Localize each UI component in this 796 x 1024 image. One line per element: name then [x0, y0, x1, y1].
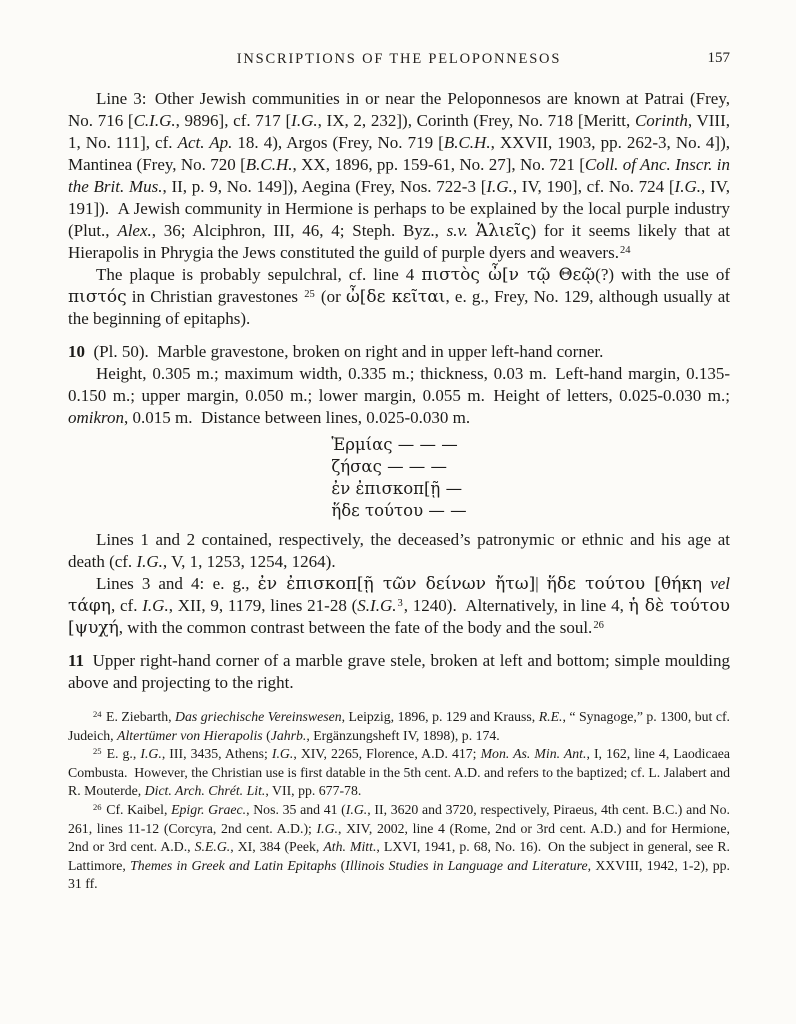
footnotes-section [68, 708, 730, 894]
inscription-line-4: ἥδε τούτου — — [331, 501, 467, 520]
inscription-line-3: ἐν ἐπισκοπ[ῇ — [331, 479, 463, 498]
entry-10-commentary-lines-1-2: Lines 1 and 2 contained, respectively, the deceased’s patronymic or ethnic and his age at death (cf. I.G., V, 1, 1253, 1254, 1264). [68, 530, 730, 571]
entry-10-dimensions: Height, 0.305 m.; maximum width, 0.335 m.; thickness, 0.03 m. Left-hand margin, 0.135-0.150 m.; upper margin, 0.050 m.; lower margin, 0.055 m. Height of letters, 0.025-0.030 m.; omikron, 0.015 m. Distance between lines, 0.025-0.030 m. [68, 364, 730, 427]
entry-10-heading: 10 (Pl. 50). Marble gravestone, broken on right and in upper left-hand corner. [68, 342, 604, 361]
inscription-line-2: ζήσας — — — [331, 457, 448, 476]
footnote-24: $^{24}$ E. Ziebarth, Das griechische Vereinswesen, Leipzig, 1896, p. 129 and Krauss, R.E., “ Synagoge,” p. 1300, but cf. Judeich, Altertümer von Hierapolis (Jahrb., Ergänzungsheft IV, 1898), p. 174. [68, 709, 730, 743]
footnote-25: $^{25}$ E. g., I.G., III, 3435, Athens; I.G., XIV, 2265, Florence, A.D. 417; Mon. As. Min. Ant., I, 162, line 4, Laodicaea Combusta. However, the Christian use is first datable in the 5th cent. A.D. and refers to the baptized; cf. L. Jalabert and R. Mouterde, Dict. Arch. Chrét. Lit., VII, pp. 677-78. [68, 746, 730, 799]
page-body [68, 88, 730, 694]
greek-inscription-block [68, 434, 730, 522]
inscription-line-1: Ἑρμίας — — — [331, 435, 458, 454]
paragraph-plaque-commentary: The plaque is probably sepulchral, cf. line 4 πιστὸς ὦ[ν τῷ Θεῷ(?) with the use of πιστός in Christian gravestones $^{25}$ (or ὦ[δε κεῖται, e. g., Frey, No. 129, although usually at the beginning of epitaphs). [68, 265, 730, 328]
page-number: 157 [707, 50, 730, 66]
running-title: INSCRIPTIONS OF THE PELOPONNESOS [236, 51, 562, 67]
entry-10-commentary-lines-3-4: Lines 3 and 4: e. g., ἐν ἐπισκοπ[ῇ τῶν δείνων ἤτω]| ἥδε τούτου [θήκη vel τάφη, cf. I.G., XII, 9, 1179, lines 21-28 (S.I.G.$^3$, 1240). Alternatively, in line 4, ἡ δὲ τούτου [ψυχή, with the common contrast between the fate of the body and the soul.$^{26}$ [68, 574, 731, 638]
entry-11-heading: 11 Upper right-hand corner of a marble grave stele, broken at left and bottom; simple moulding above and projecting to the right. [68, 651, 730, 692]
page-header [68, 50, 730, 72]
paragraph-line3-commentary: Line 3: Other Jewish communities in or near the Peloponnesos are known at Patrai (Frey, No. 716 [C.I.G., 9896], cf. 717 [I.G., IX, 2, 232]), Corinth (Frey, No. 718 [Meritt, Corinth, VIII, 1, No. 111], cf. Act. Ap. 18. 4), Argos (Frey, No. 719 [B.C.H., XXVII, 1903, pp. 262-3, No. 4]), Mantinea (Frey, No. 720 [B.C.H., XX, 1896, pp. 159-61, No. 27], No. 721 [Coll. of Anc. Inscr. in the Brit. Mus., II, p. 9, No. 149]), Aegina (Frey, Nos. 722-3 [I.G., IV, 190], cf. No. 724 [I.G., IV, 191]). A Jewish community in Hermione is perhaps to be explained by the local purple industry (Plut., Alex., 36; Alciphron, III, 46, 4; Steph. Byz., s.v. Ἁλιεῖς) for it seems likely that at Hierapolis in Phrygia the Jews constituted the guild of purple dyers and weavers.$^{24}$ [68, 89, 731, 262]
greek-inscription [331, 434, 466, 522]
footnote-26: $^{26}$ Cf. Kaibel, Epigr. Graec., Nos. 35 and 41 (I.G., II, 3620 and 3720, respectively, Piraeus, 4th cent. B.C.) and No. 261, lines 11-12 (Corcyra, 2nd cent. A.D.); I.G., XIV, 2002, line 4 (Rome, 2nd or 3rd cent. A.D.) and for Hermione, 2nd or 3rd cent. A.D., S.E.G., XI, 384 (Peek, Ath. Mitt., LXVI, 1941, p. 68, No. 16). On the subject in general, see R. Lattimore, Themes in Greek and Latin Epitaphs (Illinois Studies in Language and Literature, XXVIII, 1942, 1-2), pp. 31 ff. [68, 801, 731, 892]
